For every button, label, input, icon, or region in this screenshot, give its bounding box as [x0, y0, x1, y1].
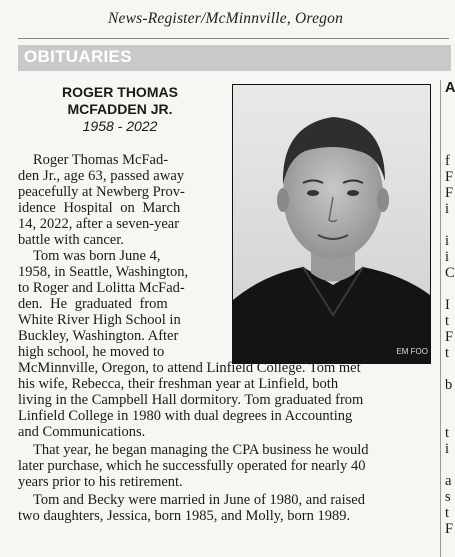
- body-line: to Roger and Lolitta McFad-: [18, 280, 185, 296]
- adjacent-fragment: C: [445, 265, 455, 281]
- body-line: later purchase, which he successfully operated for nearly 40: [18, 458, 366, 474]
- body-line: That year, he began managing the CPA business he would: [33, 442, 369, 458]
- adjacent-fragment: F: [445, 169, 454, 185]
- body-line: Linfield College in 1980 with dual degrees in Accounting: [18, 408, 353, 424]
- adjacent-fragment: i: [445, 249, 450, 265]
- section-label: OBITUARIES: [24, 47, 132, 66]
- shirt-lettering: EM FOO: [396, 347, 428, 356]
- obituary-name-line1: ROGER THOMAS: [62, 84, 178, 100]
- obituary-name-line2: MCFADDEN JR.: [67, 101, 173, 117]
- body-line: high school, he moved to: [18, 344, 165, 360]
- body-line: battle with cancer.: [18, 232, 124, 248]
- body-line: 1958, in Seattle, Washington,: [18, 264, 189, 280]
- body-line: years prior to his retirement.: [18, 474, 183, 490]
- body-line: his wife, Rebecca, their freshman year at Linfield, both: [18, 376, 339, 392]
- obituary-years: 1958 - 2022: [82, 118, 158, 134]
- adjacent-fragment: I: [445, 297, 450, 313]
- body-line: Tom was born June 4,: [33, 248, 161, 264]
- adjacent-fragment: t: [445, 345, 450, 361]
- body-line: living in the Campbell Hall dormitory. Tom graduated from: [18, 392, 364, 408]
- portrait-photo: [232, 84, 431, 364]
- body-line: and Communications.: [18, 424, 146, 440]
- body-line: two daughters, Jessica, born 1985, and Molly, born 1989.: [18, 508, 351, 524]
- body-line: den Jr., age 63, passed away: [18, 168, 185, 184]
- body-line: 14, 2022, after a seven-year: [18, 216, 180, 232]
- adjacent-fragment: s: [445, 489, 451, 505]
- adjacent-fragment: A: [445, 80, 455, 96]
- masthead-rule: [18, 38, 449, 39]
- adjacent-fragment: a: [445, 473, 452, 489]
- adjacent-fragment: F: [445, 521, 454, 537]
- body-line: Roger Thomas McFad-: [33, 152, 169, 168]
- body-line: idence Hospital on March: [18, 200, 181, 216]
- body-line: Tom and Becky were married in June of 1980, and raised: [33, 492, 365, 508]
- body-line: Buckley, Washington. After: [18, 328, 179, 344]
- adjacent-column: [440, 80, 455, 557]
- adjacent-fragment: b: [445, 377, 453, 393]
- adjacent-fragment: i: [445, 441, 450, 457]
- adjacent-fragment: t: [445, 505, 450, 521]
- section-header: [18, 45, 451, 71]
- adjacent-fragment: F: [445, 329, 454, 345]
- portrait-illustration: [233, 85, 430, 363]
- adjacent-fragment: t: [445, 425, 450, 441]
- body-line: peacefully at Newberg Prov-: [18, 184, 185, 200]
- adjacent-fragment: f: [445, 153, 450, 169]
- masthead: News-Register/McMinnville, Oregon: [107, 10, 344, 27]
- adjacent-fragment: t: [445, 313, 450, 329]
- adjacent-fragment: i: [445, 201, 450, 217]
- body-line: McMinnville, Oregon, to attend Linfield College. Tom met: [18, 360, 361, 376]
- adjacent-fragment: i: [445, 233, 450, 249]
- body-line: den. He graduated from: [18, 296, 168, 312]
- adjacent-fragment: F: [445, 185, 454, 201]
- body-line: White River High School in: [18, 312, 181, 328]
